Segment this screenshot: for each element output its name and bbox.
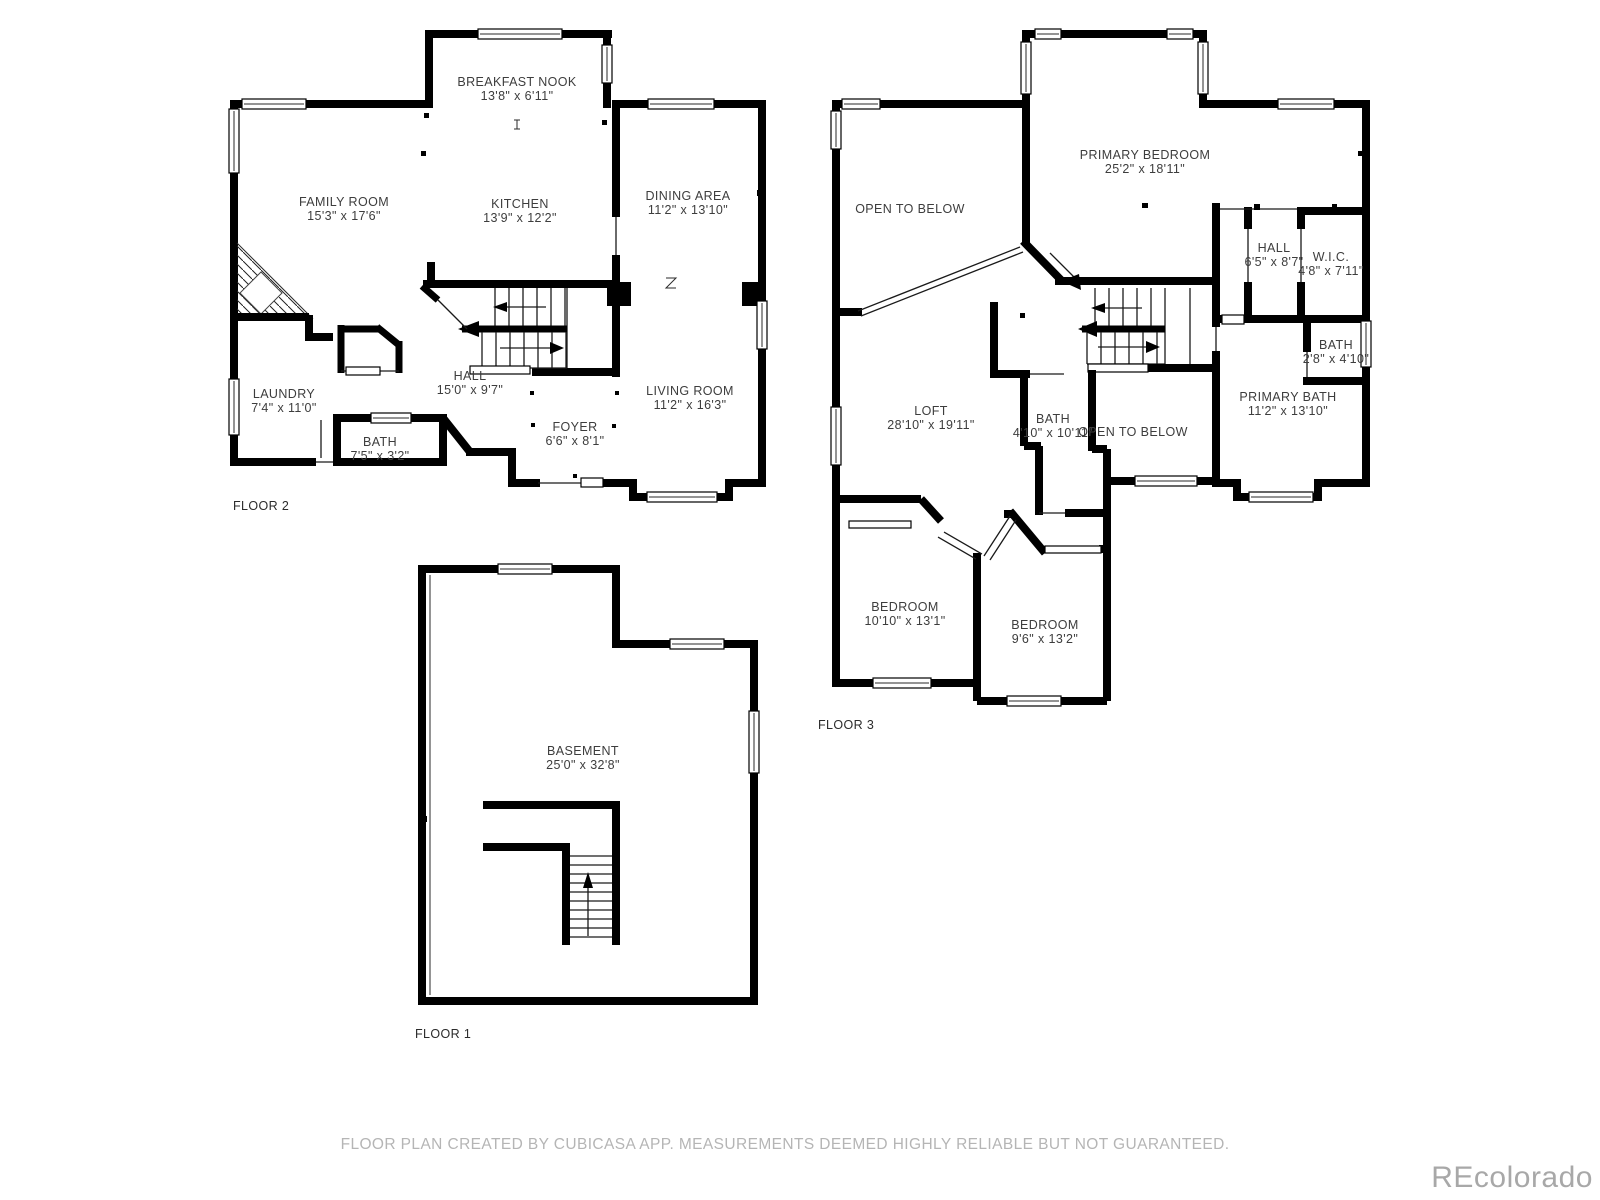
room-dimensions: 25'2" x 18'11" xyxy=(1104,161,1186,176)
room-label-foyer xyxy=(545,421,604,448)
room-label-dining-area xyxy=(646,190,731,217)
room-name: LOFT xyxy=(914,404,948,418)
room-dimensions: 13'9" x 12'2" xyxy=(483,210,557,225)
room-dimensions: 9'6" x 13'2" xyxy=(1011,631,1079,646)
room-dimensions: 4'10" x 10'11" xyxy=(1012,425,1094,440)
room-label-primary-bedroom xyxy=(1080,149,1211,176)
room-name: OPEN TO BELOW xyxy=(1078,425,1188,439)
room-name: HALL xyxy=(453,369,487,383)
room-label-bath-upper-right xyxy=(1303,339,1369,366)
room-name: LIVING ROOM xyxy=(646,384,734,398)
room-dimensions: 15'3" x 17'6" xyxy=(307,208,381,223)
room-label-hall-f3 xyxy=(1244,242,1303,269)
room-name: DINING AREA xyxy=(645,189,731,203)
room-dimensions: 7'5" x 3'2" xyxy=(350,448,410,463)
room-label-bedroom-1 xyxy=(864,601,945,628)
room-label-open-to-below-1 xyxy=(855,203,965,217)
room-dimensions: 28'10" x 19'11" xyxy=(887,417,975,432)
room-label-kitchen xyxy=(483,198,557,225)
room-dimensions: 13'8" x 6'11" xyxy=(480,88,554,103)
room-name: FOYER xyxy=(552,420,598,434)
room-dimensions: 4'8" x 7'11" xyxy=(1298,263,1364,278)
room-label-bath-f2 xyxy=(350,436,409,463)
room-name: BEDROOM xyxy=(1011,618,1079,632)
floor-caption-floor2: FLOOR 2 xyxy=(233,499,290,513)
room-dimensions: 25'0" x 32'8" xyxy=(546,757,620,772)
room-name: FAMILY ROOM xyxy=(298,195,390,209)
room-dimensions: 11'2" x 13'10" xyxy=(647,202,729,217)
room-label-breakfast-nook xyxy=(457,76,576,103)
room-label-wic xyxy=(1298,251,1363,278)
room-label-living-room xyxy=(646,385,734,412)
room-dimensions: 10'10" x 13'1" xyxy=(864,613,946,628)
recolorado-watermark: REcolorado xyxy=(1431,1161,1593,1194)
room-name: PRIMARY BEDROOM xyxy=(1079,148,1211,162)
room-label-laundry xyxy=(251,388,316,415)
room-dimensions: 2'8" x 4'10" xyxy=(1302,351,1370,366)
room-label-primary-bath xyxy=(1239,391,1336,418)
room-dimensions: 6'6" x 8'1" xyxy=(545,433,605,448)
room-name: BASEMENT xyxy=(547,744,619,758)
room-name: BATH xyxy=(1318,338,1353,352)
room-label-open-to-below-2 xyxy=(1078,426,1188,440)
room-dimensions: 11'2" x 13'10" xyxy=(1247,403,1329,418)
room-label-family-room xyxy=(299,196,389,223)
room-name: BEDROOM xyxy=(871,600,939,614)
room-name: LAUNDRY xyxy=(252,387,316,401)
disclaimer-text: FLOOR PLAN CREATED BY CUBICASA APP. MEASUREMENTS DEEMED HIGHLY RELIABLE BUT NOT GUARANTEED. xyxy=(340,1136,1230,1153)
room-label-basement xyxy=(546,745,620,772)
room-name: W.I.C. xyxy=(1312,250,1350,264)
room-name: PRIMARY BATH xyxy=(1239,390,1337,404)
room-dimensions: 7'4" x 11'0" xyxy=(251,400,317,415)
room-label-bedroom-2 xyxy=(1011,619,1078,646)
room-dimensions: 11'2" x 16'3" xyxy=(653,397,727,412)
room-label-loft xyxy=(887,405,975,432)
floor-caption-floor1: FLOOR 1 xyxy=(415,1027,472,1041)
room-name: BATH xyxy=(362,435,397,449)
room-name: BREAKFAST NOOK xyxy=(457,75,577,89)
room-name: OPEN TO BELOW xyxy=(855,202,965,216)
room-name: HALL xyxy=(1257,241,1291,255)
floor-caption-floor3: FLOOR 3 xyxy=(818,718,875,732)
room-name: KITCHEN xyxy=(491,197,549,211)
room-label-hall-f2 xyxy=(437,370,503,397)
room-dimensions: 15'0" x 9'7" xyxy=(436,382,504,397)
room-dimensions: 6'5" x 8'7" xyxy=(1244,254,1304,269)
room-name: BATH xyxy=(1035,412,1070,426)
